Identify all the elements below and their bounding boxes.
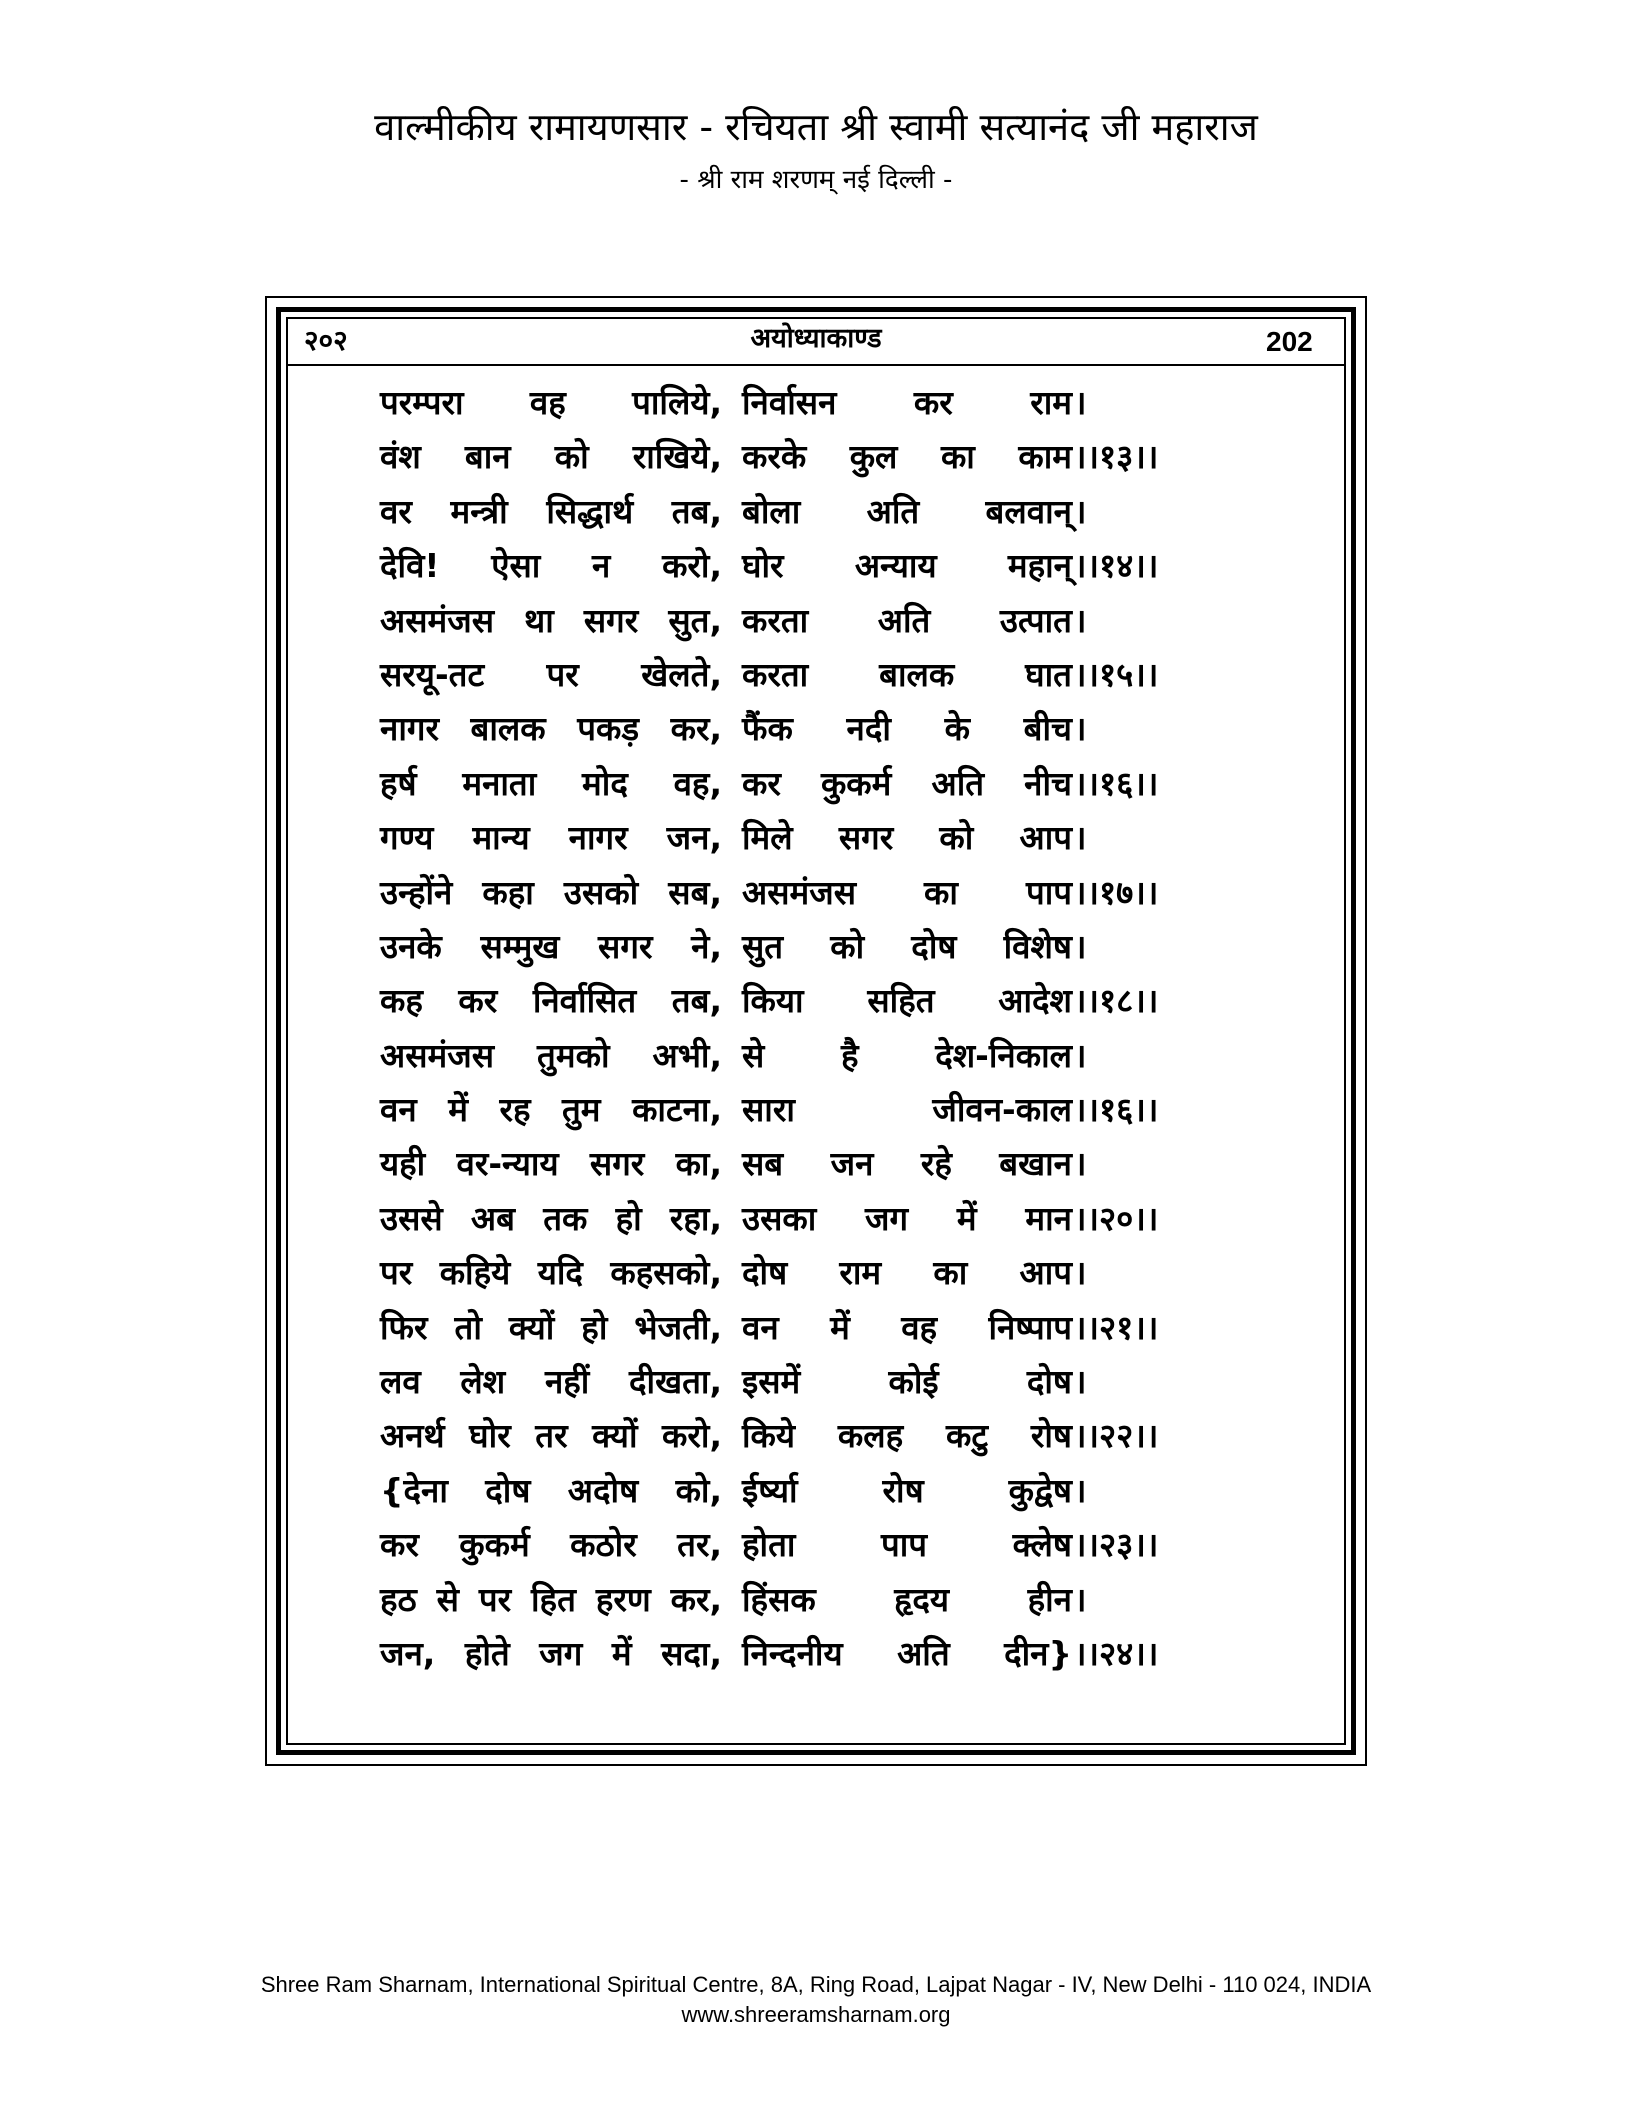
verse-end-marker: । [1074,491,1087,531]
verse-second-half: करता बालक घात [742,654,1072,694]
verse-second-half: सुत को दोष विशेष [742,926,1072,966]
verse-second-half: मिले सगर को आप [742,818,1072,858]
verse-second-half: सब जन रहे बखान [742,1144,1072,1184]
verse-line [0,702,1632,756]
verse-first-half: असमंजस तुमको अभी, [380,1035,722,1075]
footer-address: Shree Ram Sharnam, International Spiritual Centre, 8A, Ring Road, Lajpat Nagar - IV, New Delhi - 110 024, INDIA [260,1972,1372,1997]
verse-second-half: निर्वासन कर राम [742,383,1072,422]
header-divider [286,364,1346,366]
verse-list [0,376,1632,1681]
verse-line [0,1137,1632,1191]
footer-url: www.shreeramsharnam.org [681,2002,951,2027]
verse-line [0,757,1632,811]
verse-second-half: असमंजस का पाप [742,872,1072,912]
verse-first-half: देवि! ऐसा न करो, [380,546,722,586]
verse-second-half: वन में वह निष्पाप [742,1307,1072,1347]
verse-end-marker: ।।२४।। [1074,1633,1159,1673]
verse-end-marker: । [1074,600,1087,640]
verse-end-marker: । [1074,383,1087,422]
verse-line [0,594,1632,648]
verse-second-half: निन्दनीय अति दीन} [742,1633,1072,1673]
verse-end-marker: ।।२१।। [1074,1307,1159,1347]
verse-second-half: सारा जीवन-काल [742,1090,1072,1130]
verse-second-half: उसका जग में मान [742,1198,1072,1238]
verse-end-marker: ।।१६।। [1074,1090,1159,1130]
verse-end-marker: ।।२०।। [1074,1198,1159,1238]
verse-second-half: करके कुल का काम [742,437,1072,477]
verse-first-half: सरयू-तट पर खेलते, [380,654,722,694]
verse-line [0,1518,1632,1572]
verse-line [0,920,1632,974]
verse-first-half: पर कहिये यदि कहसको, [380,1253,722,1293]
verse-second-half: कर कुकर्म अति नीच [742,763,1072,803]
verse-end-marker: । [1074,1035,1087,1075]
verse-first-half: वन में रह तुम काटना, [380,1090,722,1130]
verse-first-half: कर कुकर्म कठोर तर, [380,1525,722,1565]
verse-first-half: उससे अब तक हो रहा, [380,1198,722,1238]
verse-second-half: हिंसक हृदय हीन [742,1579,1072,1619]
verse-end-marker: । [1074,1362,1087,1402]
verse-line [0,866,1632,920]
verse-line [0,1083,1632,1137]
verse-end-marker: । [1074,1470,1087,1510]
verse-end-marker: ।।१८।। [1074,981,1159,1021]
verse-first-half: परम्परा वह पालिये, [380,383,722,422]
verse-second-half: होता पाप क्लेष [742,1525,1072,1565]
verse-second-half: घोर अन्याय महान् [742,546,1072,586]
verse-first-half: {देना दोष अदोष को, [380,1470,722,1510]
verse-line [0,1627,1632,1681]
verse-end-marker: ।।२२।। [1074,1416,1159,1456]
verse-line [0,539,1632,593]
verse-first-half: यही वर-न्याय सगर का, [380,1144,722,1184]
verse-first-half: हठ से पर हित हरण कर, [380,1579,722,1619]
verse-first-half: कह कर निर्वासित तब, [380,981,722,1021]
verse-line [0,376,1632,430]
verse-first-half: गण्य मान्य नागर जन, [380,818,722,858]
verse-line [0,1464,1632,1518]
verse-second-half: किया सहित आदेश [742,981,1072,1021]
verse-end-marker: । [1074,1144,1087,1184]
verse-line [0,974,1632,1028]
verse-first-half: उन्होंने कहा उसको सब, [380,872,722,912]
verse-end-marker: ।।१४।। [1074,546,1159,586]
verse-line [0,1409,1632,1463]
verse-first-half: फिर तो क्यों हो भेजती, [380,1307,722,1347]
verse-first-half: वंश बान को राखिये, [380,437,722,477]
verse-end-marker: ।।१५।। [1074,654,1159,694]
verse-line [0,430,1632,484]
verse-end-marker: ।।२३।। [1074,1525,1159,1565]
verse-second-half: ईर्ष्या रोष कुद्वेष [742,1470,1072,1510]
verse-first-half: अनर्थ घोर तर क्यों करो, [380,1416,722,1456]
verse-first-half: जन, होते जग में सदा, [380,1633,722,1673]
page-number-devanagari: २०२ [304,324,348,357]
verse-line [0,1355,1632,1409]
verse-line [0,811,1632,865]
verse-end-marker: ।।१७।। [1074,872,1159,912]
section-title: अयोध्याकाण्ड [750,323,882,354]
verse-first-half: लव लेश नहीं दीखता, [380,1362,722,1402]
verse-second-half: इसमें कोई दोष [742,1362,1072,1402]
verse-second-half: दोष राम का आप [742,1253,1072,1293]
verse-line [0,1192,1632,1246]
verse-end-marker: । [1074,1579,1087,1619]
verse-end-marker: ।।१६।। [1074,763,1159,803]
verse-end-marker: । [1074,926,1087,966]
publisher-line: - श्री राम शरणम् नई दिल्ली - [679,165,953,195]
verse-first-half: असमंजस था सगर सुत, [380,600,722,640]
verse-second-half: से है देश-निकाल [742,1035,1072,1075]
verse-end-marker: । [1074,818,1087,858]
verse-line [0,1029,1632,1083]
verse-end-marker: ।।१३।। [1074,437,1159,477]
verse-first-half: नागर बालक पकड़ कर, [380,709,722,749]
verse-line [0,1246,1632,1300]
verse-line [0,1301,1632,1355]
verse-end-marker: । [1074,1253,1087,1293]
verse-first-half: उनके सम्मुख सगर ने, [380,926,722,966]
verse-second-half: फैंक नदी के बीच [742,709,1072,749]
verse-line [0,485,1632,539]
verse-first-half: वर मन्त्री सिद्धार्थ तब, [380,491,722,531]
verse-first-half: हर्ष मनाता मोद वह, [380,763,722,803]
verse-end-marker: । [1074,709,1087,749]
verse-line [0,648,1632,702]
page-number-latin: 202 [1266,326,1313,357]
book-title: वाल्मीकीय रामायणसार - रचियता श्री स्वामी सत्यानंद जी महाराज [374,105,1258,149]
verse-second-half: किये कलह कटु रोष [742,1416,1072,1456]
verse-second-half: करता अति उत्पात [742,600,1072,640]
verse-second-half: बोला अति बलवान् [742,491,1072,531]
verse-line [0,1573,1632,1627]
